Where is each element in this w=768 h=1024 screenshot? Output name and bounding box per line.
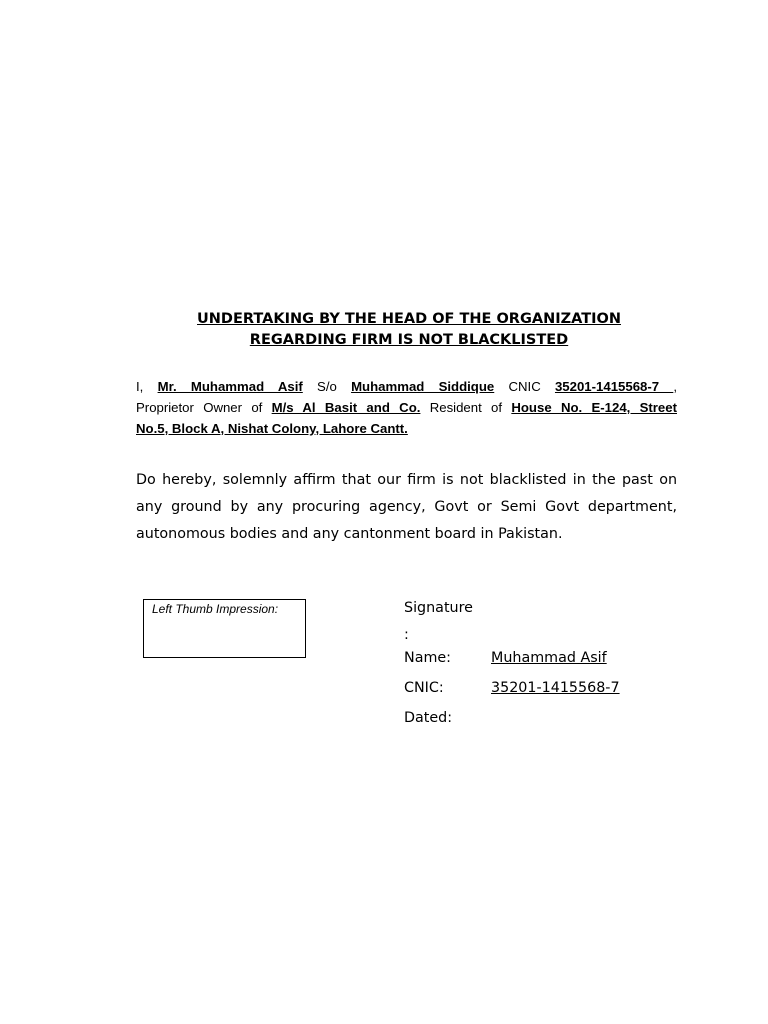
cnic-label: CNIC xyxy=(494,379,555,394)
cnic-label-sig: CNIC: xyxy=(404,680,444,696)
intro-prefix: I, xyxy=(136,379,158,394)
cnic-number: 35201-1415568-7 xyxy=(554,379,674,394)
thumb-impression-label: Left Thumb Impression: xyxy=(152,602,279,616)
declarant-line-1 xyxy=(136,376,677,397)
affirmation-line-1: Do hereby, solemnly affirm that our firm is not blacklisted in the past on xyxy=(136,472,677,488)
relation-text: S/o xyxy=(302,379,352,394)
address-part-1: House No. E-124, Street xyxy=(511,400,677,415)
declarant-paragraph xyxy=(136,376,677,439)
father-name: Muhammad Siddique xyxy=(351,379,495,394)
resident-text: Resident of xyxy=(420,400,512,415)
affirmation-paragraph xyxy=(136,467,677,548)
document-title-line-2: REGARDING FIRM IS NOT BLACKLISTED xyxy=(249,332,569,348)
affirmation-line-3: autonomous bodies and any cantonment board in Pakistan. xyxy=(136,526,563,542)
document-title-line-1: UNDERTAKING BY THE HEAD OF THE ORGANIZATION xyxy=(197,311,621,327)
cnic-value-sig: 35201-1415568-7 xyxy=(491,680,620,696)
name-label: Name: xyxy=(404,650,451,666)
thumb-impression-box xyxy=(143,599,306,658)
declarant-name: Mr. Muhammad Asif xyxy=(157,379,303,394)
declarant-line-2 xyxy=(136,397,677,418)
signature-label: Signature xyxy=(404,600,473,616)
affirmation-line-2: any ground by any procuring agency, Govt or Semi Govt department, xyxy=(136,499,677,515)
signature-colon: : xyxy=(404,627,409,643)
comma: , xyxy=(673,379,678,394)
proprietor-text: Proprietor Owner of xyxy=(136,400,272,415)
address-part-2: No.5, Block A, Nishat Colony, Lahore Cantt. xyxy=(136,421,408,436)
declarant-line-3 xyxy=(136,418,677,439)
name-value: Muhammad Asif xyxy=(491,650,607,666)
firm-name: M/s Al Basit and Co. xyxy=(271,400,421,415)
dated-label: Dated: xyxy=(404,710,453,726)
